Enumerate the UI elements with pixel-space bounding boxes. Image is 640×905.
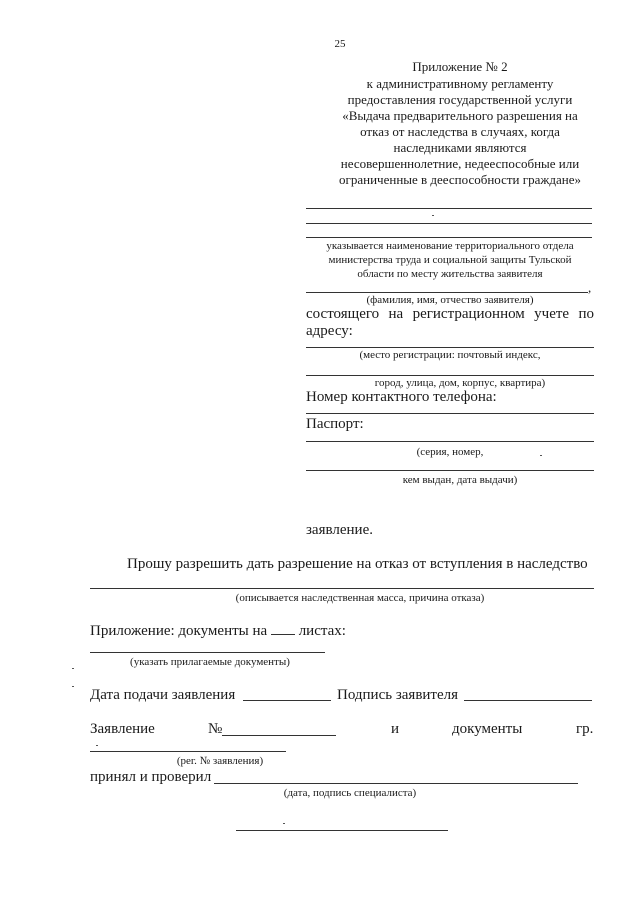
appendix-title: Приложение № 2	[412, 59, 508, 74]
appendix-line: наследниками являются	[393, 140, 527, 155]
scan-speck	[72, 686, 74, 687]
appendix-line: отказ от наследства в случаях, когда	[360, 124, 560, 139]
request-text: Прошу разрешить дать разрешение на отказ от вступления в наследство	[127, 556, 588, 572]
request-hint: (описывается наследственная масса, причина отказа)	[235, 592, 485, 604]
statement-word: Заявление	[90, 721, 155, 737]
appendix-line: несовершеннолетние, недееспособные или	[340, 156, 580, 171]
phone-line[interactable]	[306, 413, 594, 414]
org-name-line[interactable]	[306, 223, 592, 224]
applicant-name-line[interactable]	[306, 292, 588, 293]
appendix-line: к административному регламенту	[366, 76, 554, 91]
org-hint: области по месту жительства заявителя	[357, 268, 543, 280]
address-line[interactable]	[306, 347, 594, 348]
accepted-label: принял и проверил	[90, 769, 212, 785]
passport-line[interactable]	[306, 470, 594, 471]
specialist-line[interactable]	[214, 783, 578, 784]
org-name-line[interactable]	[306, 208, 592, 209]
org-hint: указывается наименование территориального отдела	[326, 240, 574, 252]
phone-label: Номер контактного телефона:	[306, 389, 497, 405]
org-hint: министерства труда и социальной защиты Тульской	[328, 254, 572, 266]
document-title: заявление.	[306, 522, 373, 538]
specialist-hint: (дата, подпись специалиста)	[283, 787, 417, 799]
appendix-line: ограниченные в дееспособности граждане»	[339, 172, 581, 187]
scan-speck	[283, 823, 285, 824]
reg-number-hint: (рег. № заявления)	[176, 755, 264, 767]
statement-documents: документы	[452, 721, 523, 737]
statement-citizen: гр.	[576, 721, 594, 737]
scan-speck	[540, 455, 542, 456]
bottom-line	[236, 830, 448, 831]
request-line[interactable]	[90, 588, 594, 589]
scan-speck	[72, 668, 74, 669]
attachment-label	[90, 622, 346, 640]
address-hint: (место регистрации: почтовый индекс,	[359, 349, 541, 361]
registered-text: состоящего на регистрационном учете по	[306, 306, 594, 322]
sheets-count-field[interactable]	[271, 622, 295, 635]
passport-hint: (серия, номер,	[416, 446, 484, 458]
appendix-line: предоставления государственной услуги	[347, 92, 573, 107]
attachment-prefix: Приложение: документы на	[90, 623, 268, 639]
reg-number-line[interactable]	[90, 751, 286, 752]
page-number: 25	[334, 38, 346, 50]
statement-number-field[interactable]	[222, 735, 336, 736]
date-field[interactable]	[243, 700, 331, 701]
registered-text: адресу:	[306, 323, 353, 339]
name-hint: (фамилия, имя, отчество заявителя)	[366, 294, 534, 306]
statement-and: и	[391, 721, 400, 737]
attachment-hint: (указать прилагаемые документы)	[130, 656, 290, 668]
passport-hint: кем выдан, дата выдачи)	[402, 474, 518, 486]
org-name-line[interactable]	[306, 237, 592, 238]
address-line[interactable]	[306, 375, 594, 376]
comma-mark: ,	[588, 280, 592, 295]
statement-number-sign: №	[208, 721, 223, 737]
passport-label: Паспорт:	[306, 416, 364, 432]
appendix-line: «Выдача предварительного разрешения на	[342, 108, 578, 123]
date-label: Дата подачи заявления	[90, 687, 236, 703]
scan-speck	[432, 215, 434, 216]
attachment-suffix: листах:	[298, 623, 346, 639]
signature-label: Подпись заявителя	[337, 687, 459, 703]
signature-field[interactable]	[464, 700, 592, 701]
address-hint: город, улица, дом, корпус, квартира)	[374, 377, 546, 389]
passport-line[interactable]	[306, 441, 594, 442]
attachment-list-line[interactable]	[90, 652, 325, 653]
scan-speck	[96, 745, 98, 746]
